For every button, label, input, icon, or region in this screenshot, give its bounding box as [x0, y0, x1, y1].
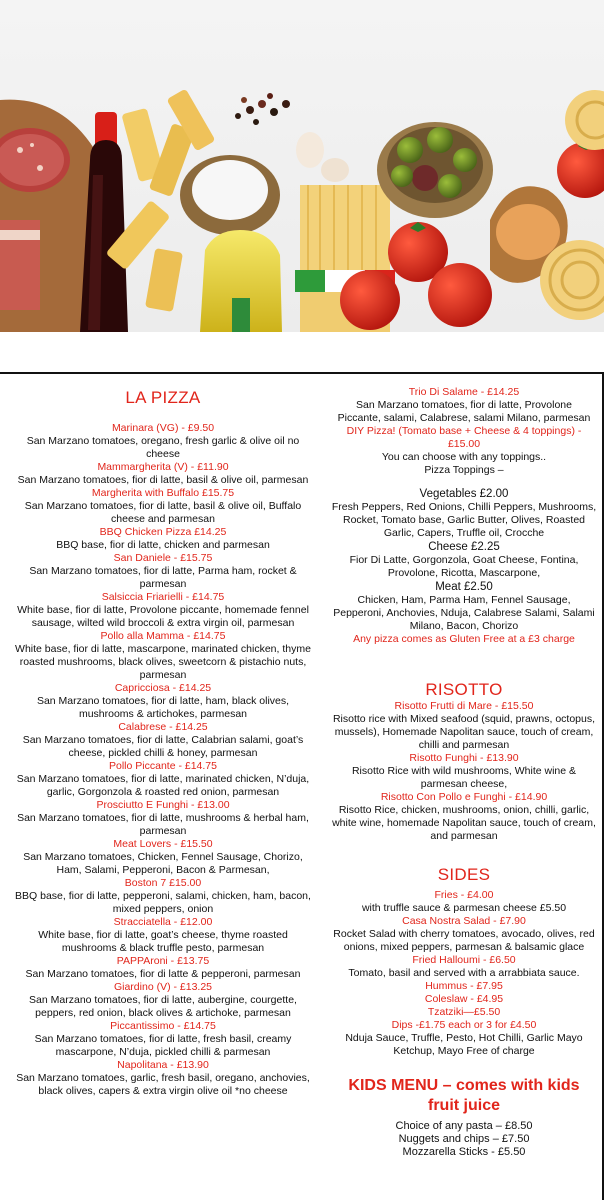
menu-item-desc: San Marzano tomatoes, fior di latte, fresh basil, creamy mascarpone, N’duja, pickled chilli & parmesan: [34, 1033, 292, 1058]
menu-item-name: Marinara (VG) - £9.50: [111, 422, 215, 434]
peppercorns-image: [235, 93, 290, 125]
menu-item-name: Salsiccia Friarielli - £14.75: [101, 591, 225, 603]
menu-item-desc: Risotto Rice with wild mushrooms, White wine & parmesan cheese,: [351, 765, 577, 790]
menu-item-name: Pollo Piccante - £14.75: [109, 760, 217, 772]
pizza-section-title: LA PIZZA: [125, 388, 201, 407]
menu-item-desc: San Marzano tomatoes, fior di latte, aubergine, courgette, peppers, red onion, black olives & artichoke, parmesan: [29, 994, 297, 1019]
menu-item-name: Mammargherita (V) - £11.90: [97, 461, 229, 473]
menu-item-desc: San Marzano tomatoes, fior di latte & pepperoni, parmesan: [25, 968, 301, 980]
menu-item-name: Piccantissimo - £14.75: [110, 1020, 216, 1032]
menu-item-desc: San Marzano tomatoes, Chicken, Fennel Sausage, Chorizo, Ham, Salami, Pepperoni, Bacon & Parmesan,: [23, 851, 303, 876]
menu-item-name: Risotto Frutti di Mare - £15.50: [394, 700, 534, 712]
menu-item-desc: San Marzano tomatoes, fior di latte, ham, black olives, mushrooms & artichokes, parmesan: [36, 695, 290, 720]
menu-item-desc: San Marzano tomatoes, fior di latte, Provolone Piccante, salami, Calabrese, salami Milano, parmesan: [337, 399, 591, 424]
meat-list: Chicken, Ham, Parma Ham, Fennel Sausage, Pepperoni, Anchovies, Nduja, Calabrese Salami, Salami Milano, Bacon, Chorizo: [333, 594, 595, 632]
risotto-list: [326, 700, 602, 843]
kids-menu-list: [326, 1120, 602, 1159]
menu-item-desc: San Marzano tomatoes, fior di latte, basil & olive oil, Buffalo cheese and parmesan: [24, 500, 302, 525]
menu-item-desc: San Marzano tomatoes, fior di latte, mushrooms & herbal ham, parmesan: [17, 812, 309, 837]
vegetables-list: Fresh Peppers, Red Onions, Chilli Peppers, Mushrooms, Rocket, Tomato base, Garlic Butter, Olives, Roasted Garlic, Capers, Truffle oil, Crocche: [331, 501, 597, 539]
pizza-column: [0, 374, 326, 1098]
kids-menu-item: Nuggets and chips – £7.50: [398, 1133, 530, 1145]
menu-item-desc: BBQ base, fior di latte, chicken and parmesan: [56, 539, 270, 551]
fries-desc: with truffle sauce & parmesan cheese £5.50: [361, 902, 567, 914]
halloumi-desc: Tomato, basil and served with a arrabbiata sauce.: [348, 967, 580, 979]
menu-item-name: Trio Di Salame - £14.25: [408, 386, 520, 398]
pizza-list: [0, 422, 326, 1098]
menu-item-name: Risotto Funghi - £13.90: [409, 752, 519, 764]
menu-item-name: Pollo alla Mamma - £14.75: [100, 630, 226, 642]
menu-item-name: BBQ Chicken Pizza £14.25: [99, 526, 227, 538]
kids-menu-item: Mozzarella Sticks - £5.50: [402, 1146, 526, 1158]
menu-item-name: Risotto Con Pollo e Funghi - £14.90: [380, 791, 548, 803]
menu-item-desc: San Marzano tomatoes, fior di latte, basil & olive oil, parmesan: [17, 474, 309, 486]
menu-item-name: Giardino (V) - £13.25: [113, 981, 213, 993]
menu-card: [0, 372, 604, 1200]
menu-item-desc: BBQ base, fior di latte, pepperoni, salami, chicken, ham, bacon, mixed peppers, onion: [15, 890, 311, 915]
cheese-heading: Cheese £2.25: [428, 541, 500, 553]
diy-pizza-line: You can choose with any toppings..: [381, 451, 547, 463]
olive-bowl-image: [377, 122, 493, 218]
menu-item-desc: Risotto rice with Mixed seafood (squid, prawns, octopus, mussels), Homemade Napolitan sauce, touch of cream, chilli and parmesan: [332, 713, 596, 751]
hero-illustration: [0, 0, 604, 332]
dips-name: Dips -£1.75 each or 3 for £4.50: [391, 1019, 537, 1031]
diy-pizza-name: DIY Pizza! (Tomato base + Cheese & 4 toppings) - £15.00: [346, 425, 582, 450]
meat-heading: Meat £2.50: [435, 581, 493, 593]
risotto-section-title: RISOTTO: [425, 680, 503, 699]
olive-oil-bottle-image: [200, 230, 282, 332]
vegetables-heading: Vegetables £2.00: [419, 488, 509, 500]
kids-menu-item: Choice of any pasta – £8.50: [395, 1120, 533, 1132]
right-column: [326, 374, 602, 1159]
salad-name: Casa Nostra Salad - £7.90: [402, 915, 526, 927]
menu-item-desc: San Marzano tomatoes, fior di latte, Parma ham, rocket & parmesan: [29, 565, 297, 590]
spacer: [0, 332, 604, 372]
menu-item-name: Boston 7 £15.00: [124, 877, 202, 889]
menu-item-desc: San Marzano tomatoes, fior di latte, marinated chicken, N’duja, garlic, Gorgonzola & roasted red onion, parmesan: [16, 773, 310, 798]
menu-item-name: Prosciutto E Funghi - £13.00: [96, 799, 230, 811]
menu-item-name: Stracciatella - £12.00: [113, 916, 213, 928]
menu-item-name: Capricciosa - £14.25: [114, 682, 212, 694]
halloumi-name: Fried Halloumi - £6.50: [412, 954, 516, 966]
menu-item-name: Napolitana - £13.90: [117, 1059, 209, 1071]
menu-item-name: Calabrese - £14.25: [118, 721, 208, 733]
menu-item-desc: Risotto Rice, chicken, mushrooms, onion, chilli, garlic, white wine, homemade Napolitan sauce, touch of cream, and parmesan: [332, 804, 596, 842]
menu-item-desc: San Marzano tomatoes, oregano, fresh garlic & olive oil no cheese: [26, 435, 300, 460]
garlic-image: [296, 132, 349, 182]
pizza-toppings-heading: Pizza Toppings –: [424, 464, 504, 476]
hummus-item: Hummus - £7.95: [425, 980, 503, 992]
menu-item-desc: San Marzano tomatoes, garlic, fresh basil, oregano, anchovies, black olives, capers & extra virgin olive oil *no cheese: [16, 1072, 310, 1097]
menu-item-name: Meat Lovers - £15.50: [113, 838, 213, 850]
dips-desc: Nduja Sauce, Truffle, Pesto, Hot Chilli, Garlic Mayo Ketchup, Mayo Free of charge: [345, 1032, 583, 1057]
menu-item-desc: White base, fior di latte, goat’s cheese, thyme roasted mushrooms & black truffle pesto, parmesan: [38, 929, 288, 954]
salad-desc: Rocket Salad with cherry tomatoes, avocado, olives, red onions, mixed peppers, parmesan & balsamic glace: [333, 928, 595, 953]
coleslaw-item: Coleslaw - £4.95: [424, 993, 504, 1005]
menu-item-name: San Daniele - £15.75: [113, 552, 213, 564]
sides-section-title: SIDES: [437, 865, 491, 884]
cheese-list: Fior Di Latte, Gorgonzola, Goat Cheese, Fontina, Provolone, Ricotta, Mascarpone,: [349, 554, 579, 579]
menu-item-desc: White base, fior di latte, mascarpone, marinated chicken, thyme roasted mushrooms, black olives, sweetcorn & pistachio nuts, parmesan: [15, 643, 311, 681]
kids-menu-title: KIDS MENU – comes with kids fruit juice: [348, 1077, 580, 1114]
menu-item-name: PAPPAroni - £13.75: [116, 955, 210, 967]
salt-bowl-image: [180, 155, 280, 235]
fries-name: Fries - £4.00: [434, 889, 494, 901]
hero-food-image: [0, 0, 604, 332]
menu-item-desc: San Marzano tomatoes, fior di latte, Calabrian salami, goat’s cheese, pickled chilli & honey, parmesan: [22, 734, 304, 759]
menu-item-name: Margherita with Buffalo £15.75: [91, 487, 235, 499]
tzatziki-item: Tzatziki—£5.50: [427, 1006, 501, 1018]
gluten-free-note: Any pizza comes as Gluten Free at a £3 charge: [353, 633, 575, 645]
menu-item-desc: White base, fior di latte, Provolone piccante, homemade fennel sausage, wilted wild broccoli & extra virgin oil, parmesan: [17, 604, 309, 629]
